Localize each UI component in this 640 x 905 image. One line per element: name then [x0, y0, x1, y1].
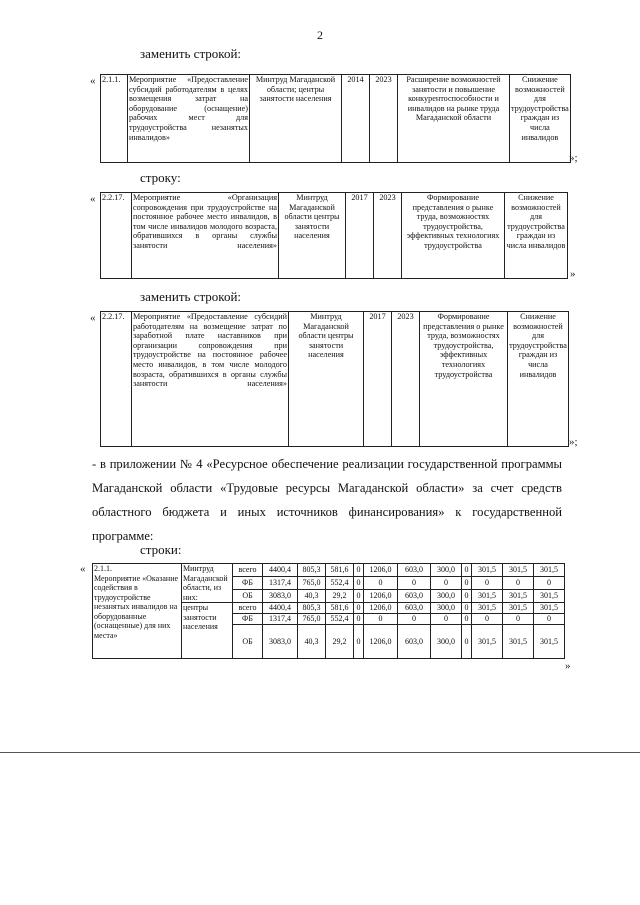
resource-value: 301,5	[503, 590, 534, 603]
t3-num: 2.2.17.	[101, 312, 132, 447]
resource-value: 3083,0	[263, 590, 298, 603]
resource-value: 0	[354, 625, 364, 659]
resource-value: 301,5	[534, 590, 565, 603]
label-replace-1: заменить строкой:	[140, 46, 242, 61]
resource-value: 0	[472, 577, 503, 590]
resource-value: 301,5	[472, 564, 503, 577]
resource-funding-type: ФБ	[233, 577, 263, 590]
resource-value: 0	[431, 614, 462, 625]
t3-event: Мероприятие «Предоставление субсидий работодателям на возмещение затрат по заработной плате наставников при организации сопровождения при трудоустройстве на постоянное рабочее место инвалидов, в том числе молодого возраста, обратившихся в органы службы занятости населения»	[132, 312, 289, 447]
resource-value: 1206,0	[364, 564, 398, 577]
quote-close-2: »	[570, 268, 576, 280]
resource-executor-centers: центры занятости населения	[182, 603, 233, 659]
resource-value: 603,0	[398, 590, 431, 603]
resource-value: 301,5	[472, 603, 503, 614]
resource-value: 0	[462, 577, 472, 590]
quote-open-2: «	[90, 193, 96, 205]
resource-value: 552,4	[326, 614, 354, 625]
resource-value: 1206,0	[364, 603, 398, 614]
resource-funding-type: всего	[233, 564, 263, 577]
resource-value: 765,0	[298, 614, 326, 625]
resource-value: 301,5	[503, 625, 534, 659]
resource-value: 603,0	[398, 564, 431, 577]
t3-executor: Минтруд Магаданской области центры занятости населения	[289, 312, 364, 447]
resource-value: 0	[354, 564, 364, 577]
label-row: строку:	[140, 170, 181, 185]
resource-value: 4400,4	[263, 564, 298, 577]
resource-value: 0	[354, 603, 364, 614]
resource-value: 0	[503, 577, 534, 590]
resource-value: 29,2	[326, 590, 354, 603]
quote-open-4: «	[80, 563, 86, 575]
resource-value: 581,6	[326, 564, 354, 577]
resource-value: 0	[354, 614, 364, 625]
resource-value: 1317,4	[263, 614, 298, 625]
t2-executor: Минтруд Магаданской области центры занятости населения	[279, 193, 346, 279]
page-number: 2	[317, 28, 323, 42]
resource-value: 1206,0	[364, 625, 398, 659]
resource-value: 301,5	[534, 603, 565, 614]
resource-value: 301,5	[472, 590, 503, 603]
resource-value: 300,0	[431, 590, 462, 603]
table-3	[100, 311, 569, 447]
t1-end: 2023	[370, 75, 398, 163]
resource-value: 1206,0	[364, 590, 398, 603]
t3-effect: Снижение возможностей для трудоустройства граждан из числа инвалидов	[508, 312, 569, 447]
resource-executor-ministry: Минтруд Магаданской области, из них:	[182, 564, 233, 603]
resource-value: 0	[431, 577, 462, 590]
resource-funding-type: всего	[233, 603, 263, 614]
resource-value: 300,0	[431, 625, 462, 659]
t1-num: 2.1.1.	[101, 75, 128, 163]
body-paragraph: - в приложении № 4 «Ресурсное обеспечение реализации государственной программы Магаданской области «Трудовые ресурсы Магаданской области» за счет средств областного бюджета и иных источников финансирования» к государственной программе:	[92, 457, 562, 543]
t2-num: 2.2.17.	[101, 193, 132, 279]
resource-value: 0	[462, 625, 472, 659]
t1-event: Мероприятие «Предоставление субсидий работодателям в целях возмещения затрат на оборудование (оснащение) рабочих мест для трудоустройства незанятых инвалидов»	[128, 75, 250, 163]
resource-value: 40,3	[298, 590, 326, 603]
t2-event: Мероприятие «Организация сопровождения при трудоустройстве на постоянное рабочее место инвалидов, в том числе инвалидов молодого возраста, обратившихся в органы службы занятости населения»	[132, 193, 279, 279]
resource-value: 301,5	[534, 564, 565, 577]
t1-effect: Снижение возможностей для трудоустройства граждан из числа инвалидов	[510, 75, 571, 163]
label-rows: строки:	[140, 542, 182, 557]
resource-value: 0	[354, 577, 364, 590]
resource-value: 0	[354, 590, 364, 603]
resource-value: 301,5	[534, 625, 565, 659]
resource-value: 1317,4	[263, 577, 298, 590]
resource-value: 0	[462, 590, 472, 603]
resource-value: 0	[462, 564, 472, 577]
quote-close-3: »;	[569, 436, 578, 448]
resource-value: 581,6	[326, 603, 354, 614]
quote-open-1: «	[90, 75, 96, 87]
resource-value: 0	[398, 577, 431, 590]
resource-value: 765,0	[298, 577, 326, 590]
resource-value: 0	[364, 577, 398, 590]
resource-value: 0	[462, 614, 472, 625]
t1-executor: Минтруд Магаданской области; центры занятости населения	[250, 75, 342, 163]
t2-start: 2017	[346, 193, 374, 279]
resource-value: 0	[503, 614, 534, 625]
resource-value: 300,0	[431, 603, 462, 614]
resource-value: 29,2	[326, 625, 354, 659]
resource-value: 603,0	[398, 625, 431, 659]
resource-value: 300,0	[431, 564, 462, 577]
t2-end: 2023	[374, 193, 402, 279]
t2-effect: Снижение возможностей для трудоустройства граждан из числа инвалидов	[505, 193, 568, 279]
resource-value: 0	[462, 603, 472, 614]
quote-close-1: »;	[569, 152, 578, 164]
t3-result: Формирование представления о рынке труда, возможностях трудоустройства, эффективных технологиях трудоустройства	[420, 312, 508, 447]
resource-value: 0	[472, 614, 503, 625]
resource-value: 3083,0	[263, 625, 298, 659]
quote-open-3: «	[90, 312, 96, 324]
resource-value: 805,3	[298, 603, 326, 614]
table-1	[100, 74, 571, 163]
resource-value: 40,3	[298, 625, 326, 659]
resource-value: 301,5	[503, 564, 534, 577]
resource-table	[92, 563, 565, 659]
resource-value: 0	[364, 614, 398, 625]
resource-value: 301,5	[472, 625, 503, 659]
bottom-rule	[0, 752, 640, 753]
resource-funding-type: ОБ	[233, 625, 263, 659]
resource-value: 552,4	[326, 577, 354, 590]
t3-start: 2017	[364, 312, 392, 447]
resource-row	[93, 564, 565, 577]
t3-end: 2023	[392, 312, 420, 447]
t1-start: 2014	[342, 75, 370, 163]
resource-event: 2.1.1. Мероприятие «Оказание содействия в трудоустройстве незанятых инвалидов на оборудованные (оснащенные) для них места»	[93, 564, 182, 659]
resource-value: 0	[534, 614, 565, 625]
resource-value: 4400,4	[263, 603, 298, 614]
resource-funding-type: ОБ	[233, 590, 263, 603]
quote-close-4: »	[565, 660, 571, 672]
t2-result: Формирование представления о рынке труда, возможностях трудоустройства, эффективных технологиях трудоустройства	[402, 193, 505, 279]
resource-value: 0	[534, 577, 565, 590]
resource-value: 0	[398, 614, 431, 625]
resource-value: 603,0	[398, 603, 431, 614]
t1-result: Расширение возможностей занятости и повышение конкурентоспособности и инвалидов на рынке труда Магаданской области	[398, 75, 510, 163]
resource-value: 301,5	[503, 603, 534, 614]
table-2	[100, 192, 568, 279]
resource-funding-type: ФБ	[233, 614, 263, 625]
label-replace-2: заменить строкой:	[140, 289, 242, 304]
resource-value: 805,3	[298, 564, 326, 577]
